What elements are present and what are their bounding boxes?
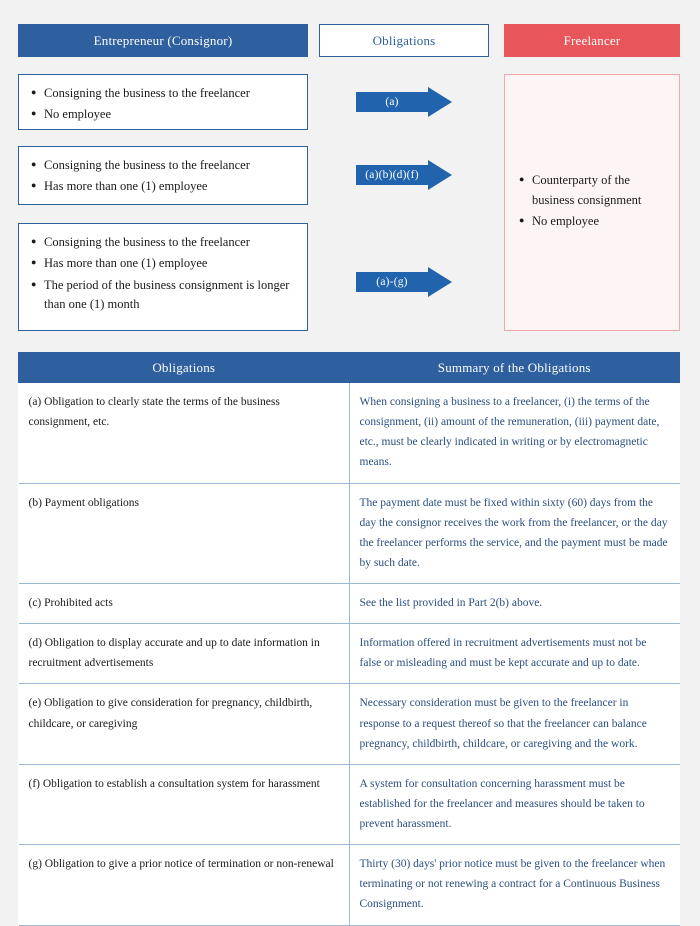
table-header-row	[19, 353, 680, 383]
cell-obligation: (e) Obligation to give consideration for pregnancy, childbirth, childcare, or caregiving	[19, 684, 350, 764]
header-freelancer: Freelancer	[504, 24, 680, 57]
header-obligations: Obligations	[319, 24, 489, 57]
bullet-item: ● The period of the business consignment is longer than one (1) month	[31, 276, 297, 315]
arrow-head-icon	[428, 87, 452, 117]
cell-summary: See the list provided in Part 2(b) above.	[349, 584, 680, 624]
cell-summary: When consigning a business to a freelancer, (i) the terms of the consignment, (ii) amount of the remuneration, (iii) payment date, etc., must be clearly indicated in writing or by electromagnetic means.	[349, 383, 680, 484]
table-row	[19, 624, 680, 684]
bullet-item: ● No employee	[519, 212, 667, 231]
cell-obligation: (g) Obligation to give a prior notice of termination or non-renewal	[19, 845, 350, 925]
cell-summary: Thirty (30) days' prior notice must be given to the freelancer when terminating or not renewing a contract for a Continuous Business Consignment.	[349, 845, 680, 925]
table-row	[19, 584, 680, 624]
cell-obligation: (c) Prohibited acts	[19, 584, 350, 624]
bullet-item: ● Consigning the business to the freelancer	[31, 84, 297, 103]
arrow-head-icon	[428, 160, 452, 190]
arrow-head-icon	[428, 267, 452, 297]
cell-summary: The payment date must be fixed within sixty (60) days from the day the consignor receives the work from the freelancer, or the day the freelancer performs the service, and the payment must be made by such date.	[349, 483, 680, 584]
table-row	[19, 383, 680, 484]
obligations-table	[18, 352, 680, 926]
bullet-item: ● Consigning the business to the freelancer	[31, 233, 297, 252]
arrow-label: (a)-(g)	[356, 272, 428, 292]
cell-summary: Necessary consideration must be given to the freelancer in response to a request thereof so that the freelancer can balance pregnancy, childbirth, childcare, or caregiving and the work.	[349, 684, 680, 764]
bullet-item: ● Has more than one (1) employee	[31, 254, 297, 273]
table-row	[19, 684, 680, 764]
bullet-item: ● Has more than one (1) employee	[31, 177, 297, 196]
bullet-item: ● Counterparty of the business consignment	[519, 171, 667, 210]
bullet-item: ● Consigning the business to the freelancer	[31, 156, 297, 175]
header-consignor: Entrepreneur (Consignor)	[18, 24, 308, 57]
consignor-case-box-2	[18, 146, 308, 205]
arrow-obligation-abdf	[356, 160, 452, 190]
arrow-label: (a)	[356, 92, 428, 112]
cell-summary: A system for consultation concerning harassment must be established for the freelancer and measures should be taken to prevent harassment.	[349, 764, 680, 844]
cell-summary: Information offered in recruitment advertisements must not be false or misleading and must be kept accurate and up to date.	[349, 624, 680, 684]
table-header-summary: Summary of the Obligations	[349, 353, 680, 383]
cell-obligation: (b) Payment obligations	[19, 483, 350, 584]
consignor-case-box-1	[18, 74, 308, 130]
cell-obligation: (a) Obligation to clearly state the terms of the business consignment, etc.	[19, 383, 350, 484]
consignor-case-box-3	[18, 223, 308, 331]
freelancer-box	[504, 74, 680, 331]
cell-obligation: (f) Obligation to establish a consultation system for harassment	[19, 764, 350, 844]
bullet-item: ● No employee	[31, 105, 297, 124]
table-row	[19, 845, 680, 925]
arrow-obligation-a	[356, 87, 452, 117]
table-row	[19, 764, 680, 844]
table-row	[19, 483, 680, 584]
cell-obligation: (d) Obligation to display accurate and up to date information in recruitment advertisements	[19, 624, 350, 684]
table-header-obligations: Obligations	[19, 353, 350, 383]
arrow-obligation-a-to-g	[356, 267, 452, 297]
arrow-label: (a)(b)(d)(f)	[356, 165, 428, 185]
